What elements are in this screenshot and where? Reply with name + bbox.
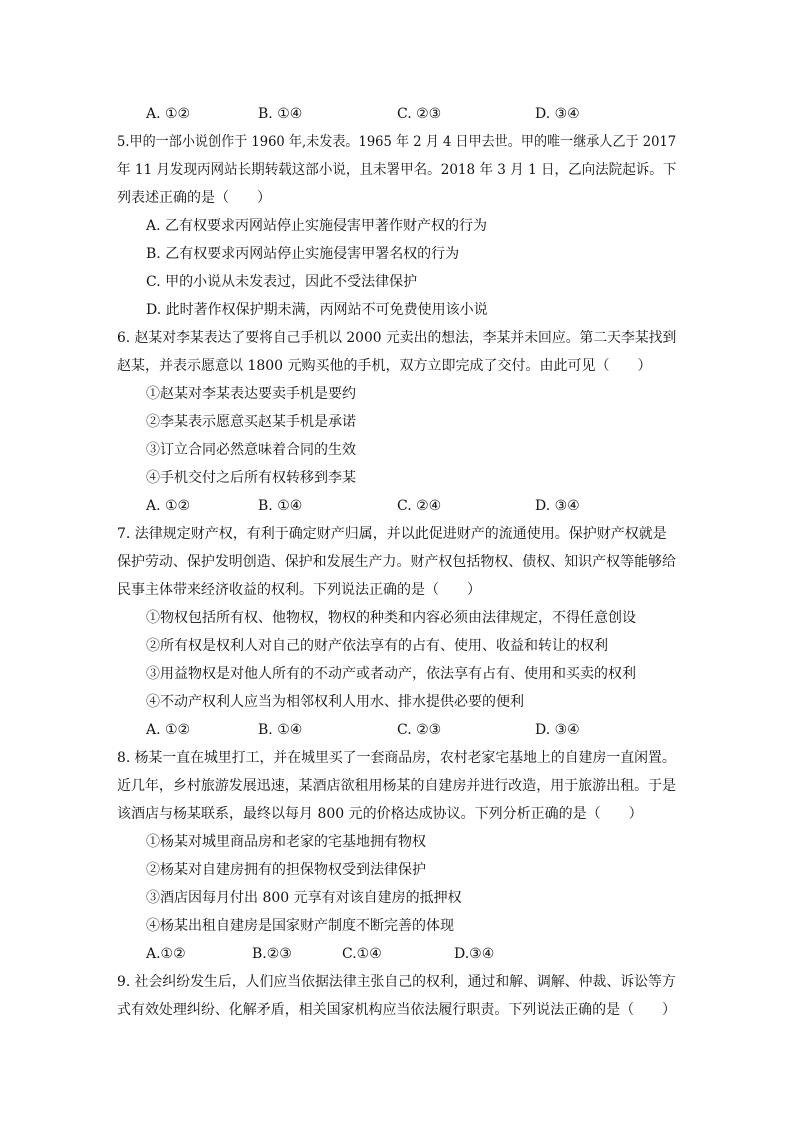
q4-option-a: A. ①② <box>146 106 191 122</box>
q6-stem-line-1: 6. 赵某对李某表达了要将自己手机以 2000 元卖出的想法，李某并未回应。第二天李某找到 <box>117 330 677 346</box>
q8-item-1: ①杨某对城里商品房和老家的宅基地拥有物权 <box>146 834 426 850</box>
q8-stem-line-2: 近几年，乡村旅游发展迅速，某酒店欲租用杨某的自建房并进行改造，用于旅游出租。于是 <box>117 778 676 794</box>
q8-item-4: ④杨某出租自建房是国家财产制度不断完善的体现 <box>146 918 454 934</box>
q5-choice-d: D. 此时著作权保护期未满，丙网站不可免费使用该小说 <box>146 302 488 318</box>
q8-option-a: A.①② <box>146 946 186 962</box>
q5-choice-b: B. 乙有权要求丙网站停止实施侵害甲署名权的行为 <box>146 246 460 262</box>
q8-stem-line-1: 8. 杨某一直在城里打工，并在城里买了一套商品房，农村老家宅基地上的自建房一直闲置。 <box>117 750 676 766</box>
q5-stem-line-1: 5.甲的一部小说创作于 1960 年,未发表。1965 年 2 月 4 日甲去世。甲的唯一继承人乙于 2017 <box>117 134 677 150</box>
q8-stem-line-3: 该酒店与杨某联系，最终以每月 800 元的价格达成协议。下列分析正确的是（ ） <box>117 806 643 822</box>
q6-item-2: ②李某表示愿意买赵某手机是承诺 <box>146 414 356 430</box>
q5-choice-a: A. 乙有权要求丙网站停止实施侵害甲著作财产权的行为 <box>146 218 488 234</box>
q7-item-1: ①物权包括所有权、他物权，物权的种类和内容必须由法律规定，不得任意创设 <box>146 610 636 626</box>
q6-item-3: ③订立合同必然意味着合同的生效 <box>146 442 356 458</box>
q4-option-b: B. ①④ <box>258 106 303 122</box>
q7-item-2: ②所有权是权利人对自己的财产依法享有的占有、使用、收益和转让的权利 <box>146 638 608 654</box>
q4-option-d: D. ③④ <box>535 106 580 122</box>
q7-option-a: A. ①② <box>146 722 191 738</box>
q7-option-c: C. ②③ <box>397 722 442 738</box>
q6-stem-line-2: 赵某，并表示愿意以 1800 元购买他的手机，双方立即完成了交付。由此可见（ ） <box>117 358 652 374</box>
q6-item-4: ④手机交付之后所有权转移到李某 <box>146 470 356 486</box>
q8-item-3: ③酒店因每月付出 800 元享有对该自建房的抵押权 <box>146 890 462 906</box>
q7-stem-line-3: 民事主体带来经济收益的权利。下列说法正确的是（ ） <box>117 582 481 598</box>
q6-option-b: B. ①④ <box>258 498 303 514</box>
q5-stem-line-3: 列表述正确的是（ ） <box>117 190 271 206</box>
q7-stem-line-1: 7. 法律规定财产权，有利于确定财产归属，并以此促进财产的流通使用。保护财产权就是 <box>117 526 667 542</box>
q9-stem-line-1: 9. 社会纠纷发生后，人们应当依据法律主张自己的权利，通过和解、调解、仲裁、诉讼等方 <box>117 974 676 990</box>
q7-option-b: B. ①④ <box>258 722 303 738</box>
q6-option-d: D. ③④ <box>535 498 580 514</box>
q8-option-d: D.③④ <box>454 946 495 962</box>
q6-item-1: ①赵某对李某表达要卖手机是要约 <box>146 386 356 402</box>
q9-stem-line-2: 式有效处理纠纷、化解矛盾，相关国家机构应当依法履行职责。下列说法正确的是（ ） <box>117 1002 676 1018</box>
q8-option-c: C.①④ <box>342 946 382 962</box>
q4-option-c: C. ②③ <box>397 106 442 122</box>
q8-option-b: B.②③ <box>252 946 292 962</box>
q6-option-c: C. ②④ <box>397 498 442 514</box>
q5-stem-line-2: 年 11 月发现丙网站长期转载这部小说，且未署甲名。2018 年 3 月 1 日，乙向法院起诉。下 <box>117 162 677 178</box>
q7-item-3: ③用益物权是对他人所有的不动产或者动产，依法享有占有、使用和买卖的权利 <box>146 666 636 682</box>
q8-item-2: ②杨某对自建房拥有的担保物权受到法律保护 <box>146 862 426 878</box>
q7-item-4: ④不动产权利人应当为相邻权利人用水、排水提供必要的便利 <box>146 694 524 710</box>
q7-option-d: D. ③④ <box>535 722 580 738</box>
q5-choice-c: C. 甲的小说从未发表过，因此不受法律保护 <box>146 274 418 290</box>
q8-options <box>146 944 706 964</box>
q6-option-a: A. ①② <box>146 498 191 514</box>
q7-options <box>146 720 706 740</box>
q6-options <box>146 496 706 516</box>
q7-stem-line-2: 保护劳动、保护发明创造、保护和发展生产力。财产权包括物权、债权、知识产权等能够给 <box>117 554 676 570</box>
q4-options <box>146 104 706 124</box>
